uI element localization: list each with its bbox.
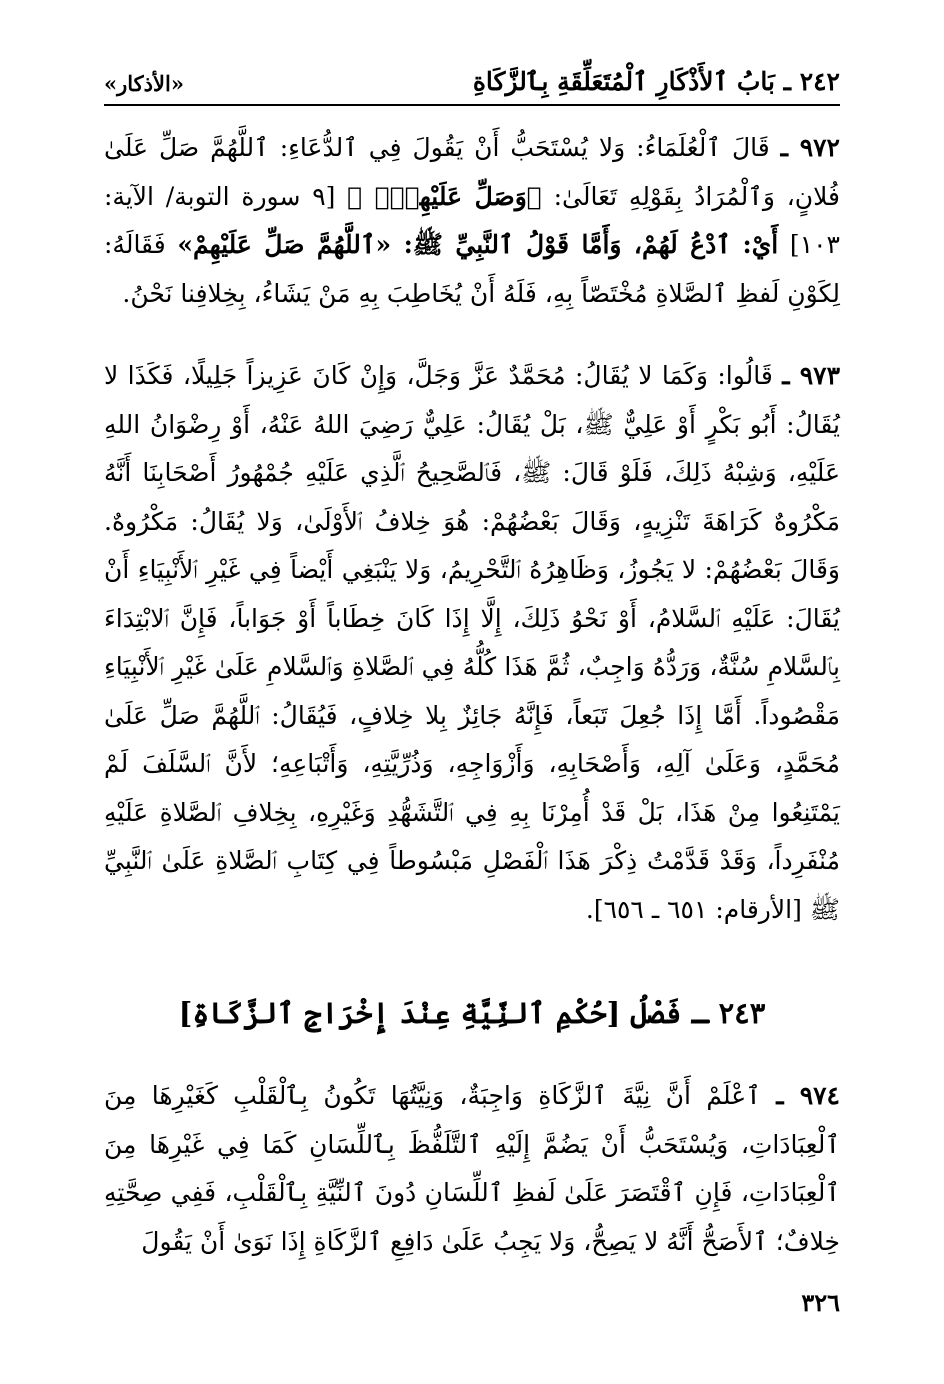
paragraph-974 bbox=[104, 1072, 840, 1266]
book-title: «الأذكار» bbox=[104, 71, 184, 96]
paragraph-number: ٩٧٤ ـ bbox=[776, 1081, 840, 1110]
running-header bbox=[104, 52, 840, 96]
paragraph-number: ٩٧٣ ـ bbox=[782, 361, 841, 390]
section-heading: ٢٤٣ ـ فَصْلُ [حُكْمِ ٱلنِّيَّةِ عِنْدَ إِخْرَاجِ ٱلزَّكَاةِ] bbox=[178, 996, 766, 1030]
paragraph-text-bold-intro: أَيْ: bbox=[742, 230, 779, 259]
page-number: ٣٢٦ bbox=[801, 1288, 840, 1317]
quran-reference: [٩ سورة التوبة/ الآية: ١٠٣] bbox=[104, 181, 840, 259]
paragraph-972 bbox=[104, 124, 840, 318]
chapter-title: ٢٤٢ ـ بَابُ ٱلأَذْكَارِ ٱلْمُتَعَلِّقَةِ بِٱلزَّكَاةِ bbox=[472, 67, 840, 96]
paragraph-text: ٱعْلَمْ أَنَّ نِيَّةَ ٱلزَّكَاةِ وَاجِبَةٌ، وَنِيَّتُهَا تَكُونُ بِٱلْقَلْبِ كَغَيْرِهَا مِنَ ٱلْعِبَادَاتِ، وَيُسْتَحَبُّ أَنْ يَضُمَّ إِلَيْهِ ٱلتَّلَفُّظَ بِٱللِّسَانِ كَمَا فِي غَيْرِهَا مِنَ ٱلْعِبَادَاتِ، فَإِنِ ٱقْتَصَرَ عَلَىٰ لَفظِ ٱللِّسَانِ دُونَ ٱلنِّيَّةِ بِٱلْقَلْبِ، فَفِي صِحَّتِهِ خِلافٌ؛ ٱلأَصَحُّ أَنَّهُ لا يَصِحُّ، وَلا يَجِبُ عَلَىٰ دَافِعِ ٱلزَّكَاةِ إِذَا نَوَىٰ أَنْ يَقُولَ bbox=[104, 1081, 840, 1256]
cross-reference: [الأرقام: ٦٥١ ـ ٦٥٦]. bbox=[585, 894, 802, 924]
paragraph-text: فَقَالَهُ: لِكَوْنِ لَفظِ ٱلصَّلاةِ مُخْتَصّاً بِهِ، فَلَهُ أَنْ يُخَاطِبَ بِهِ مَنْ يَشَاءُ، بِخِلافِنا نَحْنُ. bbox=[104, 230, 840, 308]
quran-quote: ﴿وَصَلِّ عَلَيْهِمْۖ ﴾ bbox=[347, 181, 542, 211]
paragraph-973 bbox=[104, 352, 840, 934]
header-rule bbox=[104, 104, 840, 106]
paragraph-text: قَالَ ٱلْعُلَمَاءُ: وَلا يُسْتَحَبُّ أَنْ يَقُولَ فِي ٱلدُّعَاءِ: ٱللَّهُمَّ صَلِّ عَلَىٰ فُلانٍ، وَٱلْمُرَادُ بِقَوْلِهِ تَعَالَىٰ: bbox=[104, 133, 840, 211]
hadith-quote: ٱدْعُ لَهُمْ، وَأَمَّا قَوْلُ ٱلنَّبِيِّ ﷺ: «ٱللَّهُمَّ صَلِّ عَلَيْهِمْ» bbox=[177, 230, 731, 259]
paragraph-text: قَالُوا: وَكَمَا لا يُقَالُ: مُحَمَّدٌ عَزَّ وَجَلَّ، وَإِنْ كَانَ عَزِيزاً جَلِيلًا، فَكَذَا لا يُقَالُ: أَبُو بَكْرٍ أَوْ عَلِيٌّ ﷺ، بَلْ يُقَالُ: عَلِيٌّ رَضِيَ اللهُ عَنْهُ، أَوْ رِضْوَانُ اللهِ عَلَيْهِ، وَشِبْهُ ذَلِكَ، فَلَوْ قَالَ: ﷺ، فَٱلصَّحِيحُ ٱلَّذِي عَلَيْهِ جُمْهُورُ أَصْحَابِنَا أَنَّهُ مَكْرُوهٌ كَرَاهَةَ تَنْزِيهٍ، وَقَالَ بَعْضُهُمْ: هُوَ خِلافُ ٱلأَوْلَىٰ، وَلا يُقَالُ: مَكْرُوهٌ. وَقَالَ بَعْضُهُمْ: لا يَجُوزُ، وَظَاهِرُهُ ٱلتَّحْرِيمُ، وَلا يَنْبَغِي أَيْضاً فِي غَيْرِ ٱلأَنْبِيَاءِ أَنْ يُقَالَ: عَلَيْهِ ٱلسَّلامُ، أَوْ نَحْوُ ذَلِكَ، إِلَّا إِذَا كَانَ خِطَاباً أَوْ جَوَاباً، فَإِنَّ ٱلابْتِدَاءَ بِٱلسَّلامِ سُنَّةٌ، وَرَدُّهُ وَاجِبٌ، ثُمَّ هَذَا كُلُّهُ فِي ٱلصَّلاةِ وَٱلسَّلامِ عَلَىٰ غَيْرِ ٱلأَنْبِيَاءِ مَقْصُوداً. أَمَّا إِذَا جُعِلَ تَبَعاً، فَإِنَّهُ جَائِزٌ بِلا خِلافٍ، فَيُقَالُ: ٱللَّهُمَّ صَلِّ عَلَىٰ مُحَمَّدٍ، وَعَلَىٰ آلِهِ، وَأَصْحَابِهِ، وَأَزْوَاجِهِ، وَذُرِّيَّتِهِ، وَأَتْبَاعِهِ؛ لأَنَّ ٱلسَّلَفَ لَمْ يَمْتَنِعُوا مِنْ هَذَا، بَلْ قَدْ أُمِرْنَا بِهِ فِي ٱلتَّشَهُّدِ وَغَيْرِهِ، بِخِلافِ ٱلصَّلاةِ عَلَيْهِ مُنْفَرِداً، وَقَدْ قَدَّمْتُ ذِكْرَ هَذَا ٱلْفَصْلِ مَبْسُوطاً فِي كِتَابِ ٱلصَّلاةِ عَلَىٰ ٱلنَّبِيِّ ﷺ bbox=[104, 361, 840, 924]
paragraph-number: ٩٧٢ ـ bbox=[780, 133, 840, 162]
